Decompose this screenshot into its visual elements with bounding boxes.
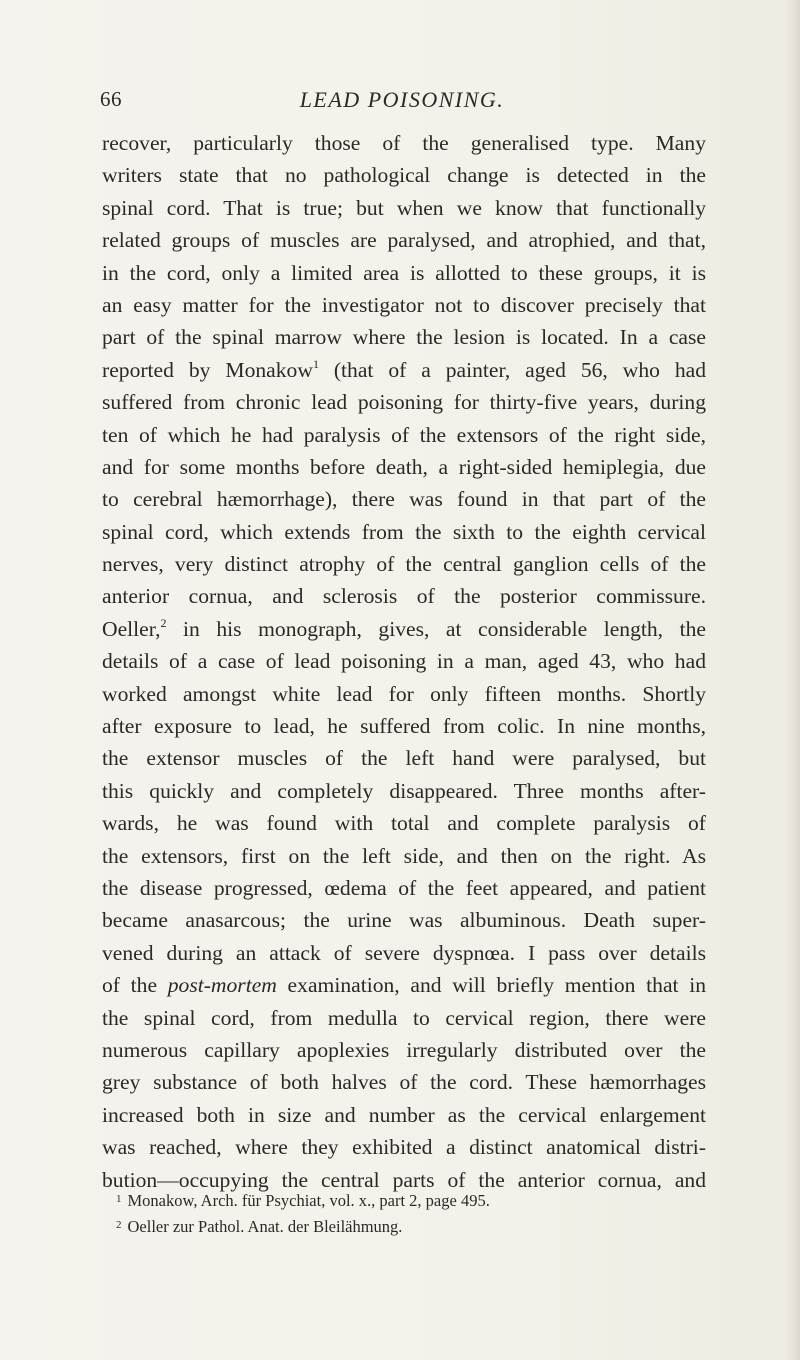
text-line: the spinal cord, from medulla to cervical region, there were [102, 1005, 706, 1030]
footnote-2 [116, 1213, 706, 1239]
body-text [102, 127, 706, 1196]
text-line: and for some months before death, a right-sided hemiplegia, due [102, 454, 706, 479]
text-line: vened during an attack of severe dyspnœa. I pass over details [102, 940, 706, 965]
page-edge-shadow [786, 0, 800, 1360]
text-line: anterior cornua, and sclerosis of the posterior commissure. [102, 584, 706, 609]
italic-term: post-mortem [167, 973, 277, 998]
footnote-marker: 1 [116, 1193, 122, 1205]
text-line: the extensor muscles of the left hand were paralysed, but [102, 746, 706, 771]
footnote-marker: 2 [116, 1219, 122, 1231]
text-line: ten of which he had paralysis of the extensors of the right side, [102, 422, 706, 447]
text-line: suffered from chronic lead poisoning for thirty-five years, during [102, 390, 706, 415]
text-line: grey substance of both halves of the cord. These hæmorrhages [102, 1070, 706, 1095]
footnote-text: Monakow, Arch. für Psychiat, vol. x., part 2, page 495. [127, 1191, 490, 1210]
text-line: to cerebral hæmorrhage), there was found in that part of the [102, 487, 706, 512]
text-line: this quickly and completely disappeared. Three months after- [102, 778, 706, 803]
text-line: details of a case of lead poisoning in a man, aged 43, who had [102, 649, 706, 674]
text-line: of the post-mortem examination, and will briefly mention that in [102, 973, 706, 998]
text-line: an easy matter for the investigator not to discover precisely that [102, 292, 706, 317]
page-header [100, 87, 704, 117]
text-line: became anasarcous; the urine was albuminous. Death super- [102, 908, 706, 933]
text-line: wards, he was found with total and complete paralysis of [102, 811, 706, 836]
text-line: the extensors, first on the left side, and then on the right. As [102, 843, 706, 868]
text-line: spinal cord. That is true; but when we know that functionally [102, 195, 706, 220]
text-line: numerous capillary apoplexies irregularly distributed over the [102, 1037, 706, 1062]
text-line: worked amongst white lead for only fifteen months. Shortly [102, 681, 706, 706]
text-line: reported by Monakow$^1$ (that of a painter, aged 56, who had [102, 356, 706, 382]
page-number: 66 [100, 87, 122, 111]
text-line: the disease progressed, œdema of the feet appeared, and patient [102, 875, 706, 900]
text-line: nerves, very distinct atrophy of the central ganglion cells of the [102, 552, 706, 577]
text-line: bution—occupying the central parts of the anterior cornua, and [102, 1167, 706, 1192]
text-line: in the cord, only a limited area is allotted to these groups, it is [102, 260, 706, 285]
footnote-text: Oeller zur Pathol. Anat. der Bleilähmung. [127, 1217, 403, 1236]
running-title: LEAD POISONING. [299, 87, 505, 112]
text-line: related groups of muscles are paralysed, and atrophied, and that, [102, 228, 706, 253]
text-line: recover, particularly those of the generalised type. Many [102, 131, 706, 155]
text-line: writers state that no pathological change is detected in the [102, 163, 706, 188]
text-line: increased both in size and number as the cervical enlargement [102, 1102, 706, 1127]
footnotes [116, 1187, 706, 1239]
text-line: was reached, where they exhibited a distinct anatomical distri- [102, 1135, 706, 1160]
footnote-reference: 2 [160, 615, 167, 630]
text-line: Oeller,$^2$ in his monograph, gives, at considerable length, the [102, 615, 706, 641]
footnote-reference: 1 [312, 356, 319, 371]
text-line: after exposure to lead, he suffered from colic. In nine months, [102, 714, 706, 739]
footnote-1 [116, 1187, 706, 1213]
text-line: part of the spinal marrow where the lesion is located. In a case [102, 325, 706, 350]
text-line: spinal cord, which extends from the sixth to the eighth cervical [102, 519, 706, 544]
